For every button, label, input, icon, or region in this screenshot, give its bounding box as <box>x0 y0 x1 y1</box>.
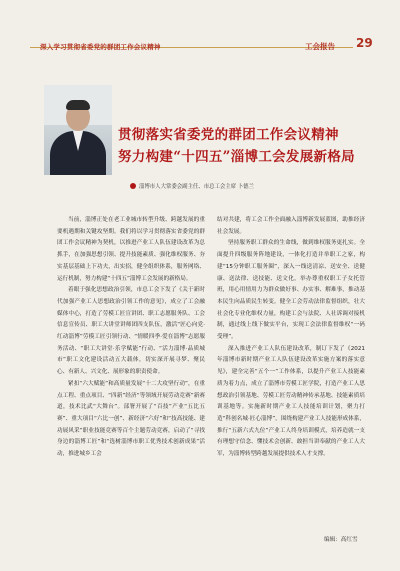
paragraph: 深入推进产业工人队伍建设改革，制订下发了《2021年淄博市新时期产业工人队伍建设改革实施方案的落实意见》，建全完善“五个一”工作体系，以提升产业工人技能素质为着力点，成立了淄博市劳模工匠学院，打造产业工人思想政治引领基地、劳模工匠劳动精神传承基地、技能素质培训基地等。实施新时期产业工人技能培训计划，聚力打造“科创名城·匠心淄博”，围绕构建产业工人技能形成体系，推行“五新六式九位”产业工人终身培训模式，培养造就一支有理想守信念、懂技术会创新、敢担当讲奉献的产业工人大军，为淄博转型跨越发展提供技术人才支撑。 <box>217 345 365 458</box>
section-tag: 工会报告 <box>305 42 335 51</box>
editor-credit: 编辑：高红雪 <box>324 537 358 543</box>
bullet-icon <box>130 183 136 189</box>
author-text: 淄博市人大常委会副主任、市总工会主席 卜德兰 <box>139 184 254 190</box>
article-title-line1: 贯彻落实省委党的群团工作会议精神 <box>118 127 339 143</box>
right-column <box>217 215 365 461</box>
article-title-line2: 努力构建“十四五”淄博工会发展新格局 <box>118 149 355 165</box>
paragraph: 结对共建，将工会工作全面融入淄博新发展蓝图，助推经济社会发展。 <box>217 217 365 235</box>
paragraph: 着眼于强化思想政治引领，市总工会下发了《关于新时代加强产业工人思想政治引领工作的意见》，成立了工会融媒体中心，打造了劳模工匠宣讲团、职工志愿服务队、工会信息宣传员、职工大讲堂讲师团四支队伍，激活“匠心向党·红动淄博”劳模工匠引领行动、“情暖四季·爱在淄博”志愿服务活动、“职工大讲堂·乐学赋能”行动、“活力淄博·品质城市”职工文化建设活动五大载体，切实深开展寻梦、聚民心、有新人、兴文化、展形象的职责使命。 <box>57 287 205 376</box>
paragraph: 紧扣“六大赋能”和高质量发展“十二大攻坚行动”，在重点工程、重点项目、“四新”经济“等领域开展劳动竞赛”新赛道，技术比武“大舞台”。部署开展了“百技”产业“五比五赛”、重大项目“六比一创”、新经济“六好”和“技高技能、建功展风采”职业技能竞赛等百个主题劳动竞赛，启动了“寻找身边的淄博工匠”和“选树淄博市职工优秀技术创新成果”活动，推进城乡工会 <box>57 380 205 458</box>
running-title: 深入学习贯彻省委党的群团工作会议精神 <box>40 43 161 51</box>
portrait-hair <box>66 100 90 110</box>
left-column <box>57 215 205 461</box>
author-byline <box>130 182 254 190</box>
paragraph: 当前，淄博正处在老工业城市转型升级、跨越发展的重要机遇期和关键攻坚期。我们将以学习贯彻落实省委党的群团工作会议精神为契机，以推进产业工人队伍建设改革为总抓手，在加强思想引领、提升技能素质、强化维权服务、夯实基层基础上下功夫，出实招，健全组织体系，服务网络、运行机制，努力构建“十四五”淄博工会发展的新格局。 <box>57 217 205 282</box>
page-header <box>0 36 400 56</box>
paragraph: 坚持服务职工群众的生命线，做到维权服务更扎实。全面提升四级服务阵地建设，一体化打造并举职工之家，构建“15分钟职工服务圈”，深入一线送清凉、送安全、送健康、送法律、送技能、送文化，举办尊重权职工子女托管班，用心用情用力为群众做好事、办实事、解难事，推动基本民生向品质民生转变。健全工会劳动法律监督组织，壮大社会化专业化维权力量，构建工会与法院、人社诉调对接机制，通过线上线下做实平台，实现工会法律监督维权“一码受理”。 <box>217 240 365 341</box>
page-number: 29 <box>356 36 373 50</box>
author-portrait <box>44 85 112 175</box>
